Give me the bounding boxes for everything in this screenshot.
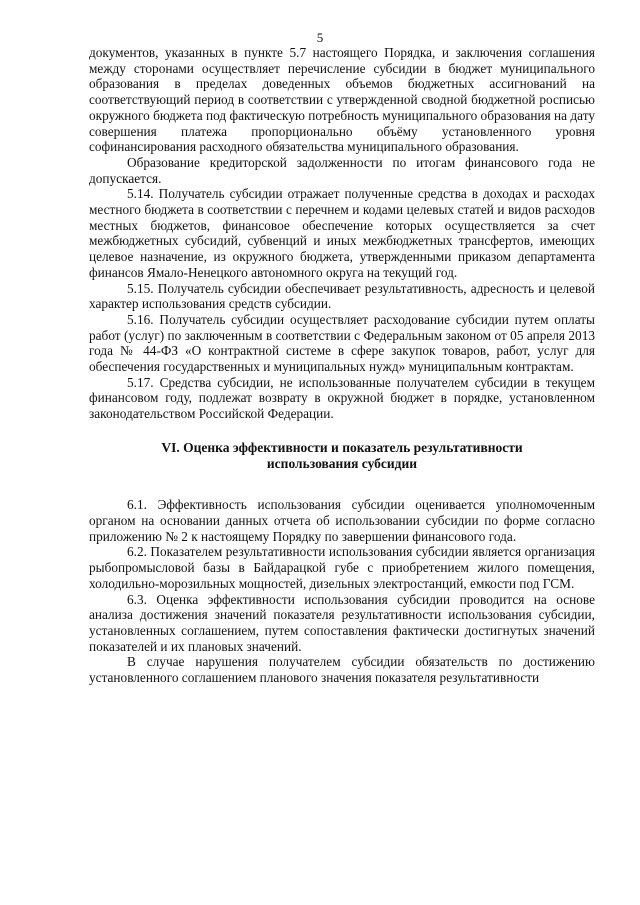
page-number: 5 bbox=[316, 30, 324, 45]
paragraph-6-3: 6.3. Оценка эффективности использования субсидии проводится на основе анализа достижения значений показателя результативности использования субсидии, установленных соглашением, путем сопоставления фактически достигнутых значений показателей и их плановых значений. bbox=[89, 591, 595, 654]
paragraph-6-2: 6.2. Показателем результативности использования субсидии является организация рыбопромысловой базы в Байдарацкой губе с приобретением жилого помещения, холодильно-морозильных мощностей, дизельных электростанций, емкости под ГСМ. bbox=[89, 544, 595, 591]
paragraph-5-16: 5.16. Получатель субсидии осуществляет расходование субсидии путем оплаты работ (услуг) по заключенным в соответствии с Федеральным законом от 05 апреля 2013 года № 44-ФЗ «О контрактной системе в сфере закупок товаров, работ, услуг для обеспечения государственных и муниципальных нужд» муниципальным контрактам. bbox=[89, 311, 595, 375]
paragraph-violation: В случае нарушения получателем субсидии обязательств по достижению установленного соглашением планового значения показателя результативности bbox=[89, 654, 595, 686]
section-title-line-1: VI. Оценка эффективности и показатель результативности bbox=[161, 439, 523, 455]
document-body bbox=[89, 45, 595, 686]
paragraph-continuation: документов, указанных в пункте 5.7 настоящего Порядка, и заключения соглашения между сторонами осуществляет перечисление субсидии в бюджет муниципального образования в пределах доведенных объемов бюджетных ассигнований на соответствующий период в соответствии с утвержденной сводной бюджетной росписью окружного бюджета под фактическую потребность муниципального образования на дату совершения платежа пропорционально объёму установленного уровня софинансирования расходного обязательства муниципального образования. bbox=[89, 45, 595, 155]
paragraph-5-17: 5.17. Средства субсидии, не использованные получателем субсидии в текущем финансовом году, подлежат возврату в окружной бюджет в порядке, установленном законодательством Российской Федерации. bbox=[89, 374, 595, 422]
section-title-line-2: использования субсидии bbox=[266, 455, 418, 471]
paragraph-5-14: 5.14. Получатель субсидии отражает полученные средства в доходах и расходах местного бюджета в соответствии с перечнем и кодами целевых статей и видов расходов местных бюджетов, финансовое обеспечение которых осуществляется за счет межбюджетных субсидий, субвенций и иных межбюджетных трансфертов, имеющих целевое назначение, из окружного бюджета, утвержденными приказом департамента финансов Ямало-Ненецкого автономного округа на текущий год. bbox=[89, 186, 595, 280]
paragraph-arrears: Образование кредиторской задолженности по итогам финансового года не допускается. bbox=[89, 154, 595, 186]
paragraph-6-1: 6.1. Эффективность использования субсидии оценивается уполномоченным органом на основании данных отчета об использовании субсидии по форме согласно приложению № 2 к настоящему Порядку по завершении финансового года. bbox=[89, 497, 595, 544]
section-title bbox=[89, 440, 595, 471]
paragraph-5-15: 5.15. Получатель субсидии обеспечивает результативность, адресность и целевой характер использования средств субсидии. bbox=[89, 280, 595, 312]
